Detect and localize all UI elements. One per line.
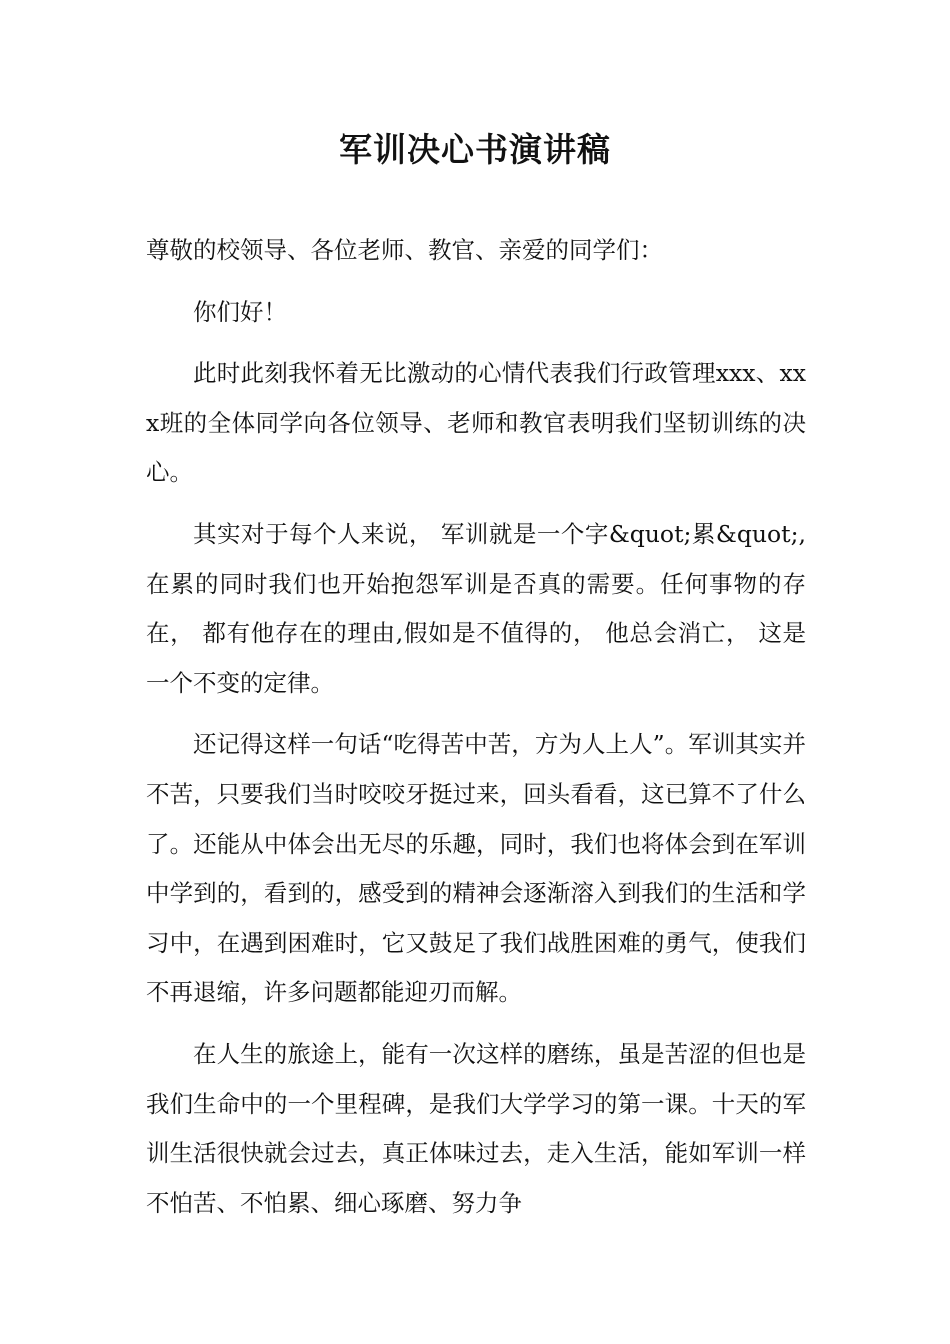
greeting: 你们好！ <box>193 297 287 326</box>
salutation: 尊敬的校领导、各位老师、教官、亲爱的同学们： <box>146 236 663 264</box>
paragraph-4: 在人生的旅途上，能有一次这样的磨练，虽是苦涩的但也是我们生命中的一个里程碑，是我们大学学习的第一课。十天的军训生活很快就会过去，真正体味过去，走入生活，能如军训一样不怕苦、不怕累、细心琢磨、努力争 <box>146 1039 806 1217</box>
paragraph-3: 还记得这样一句话“吃得苦中苦，方为人上人”。军训其实并不苦，只要我们当时咬咬牙挺过来，回头看看，这已算不了什么了。还能从中体会出无尽的乐趣，同时，我们也将体会到在军训中学到的，看到的，感受到的精神会逐渐溶入到我们的生活和学习中，在遇到困难时，它又鼓足了我们战胜困难的勇气，使我们不再退缩，许多问题都能迎刃而解。 <box>146 730 806 1007</box>
paragraph-1: 此时此刻我怀着无比激动的心情代表我们行政管理xxx、xxx班的全体同学向各位领导、老师和教官表明我们坚韧训练的决心。 <box>146 359 806 487</box>
document-title: 军训决心书演讲稿 <box>339 130 611 169</box>
paragraph-2: 其实对于每个人来说， 军训就是一个字&quot;累&quot;,在累的同时我们也开始抱怨军训是否真的需要。任何事物的存在， 都有他存在的理由,假如是不值得的， 他总会消亡， 这是一个不变的定律。 <box>146 519 806 697</box>
document-body <box>146 226 806 1228</box>
